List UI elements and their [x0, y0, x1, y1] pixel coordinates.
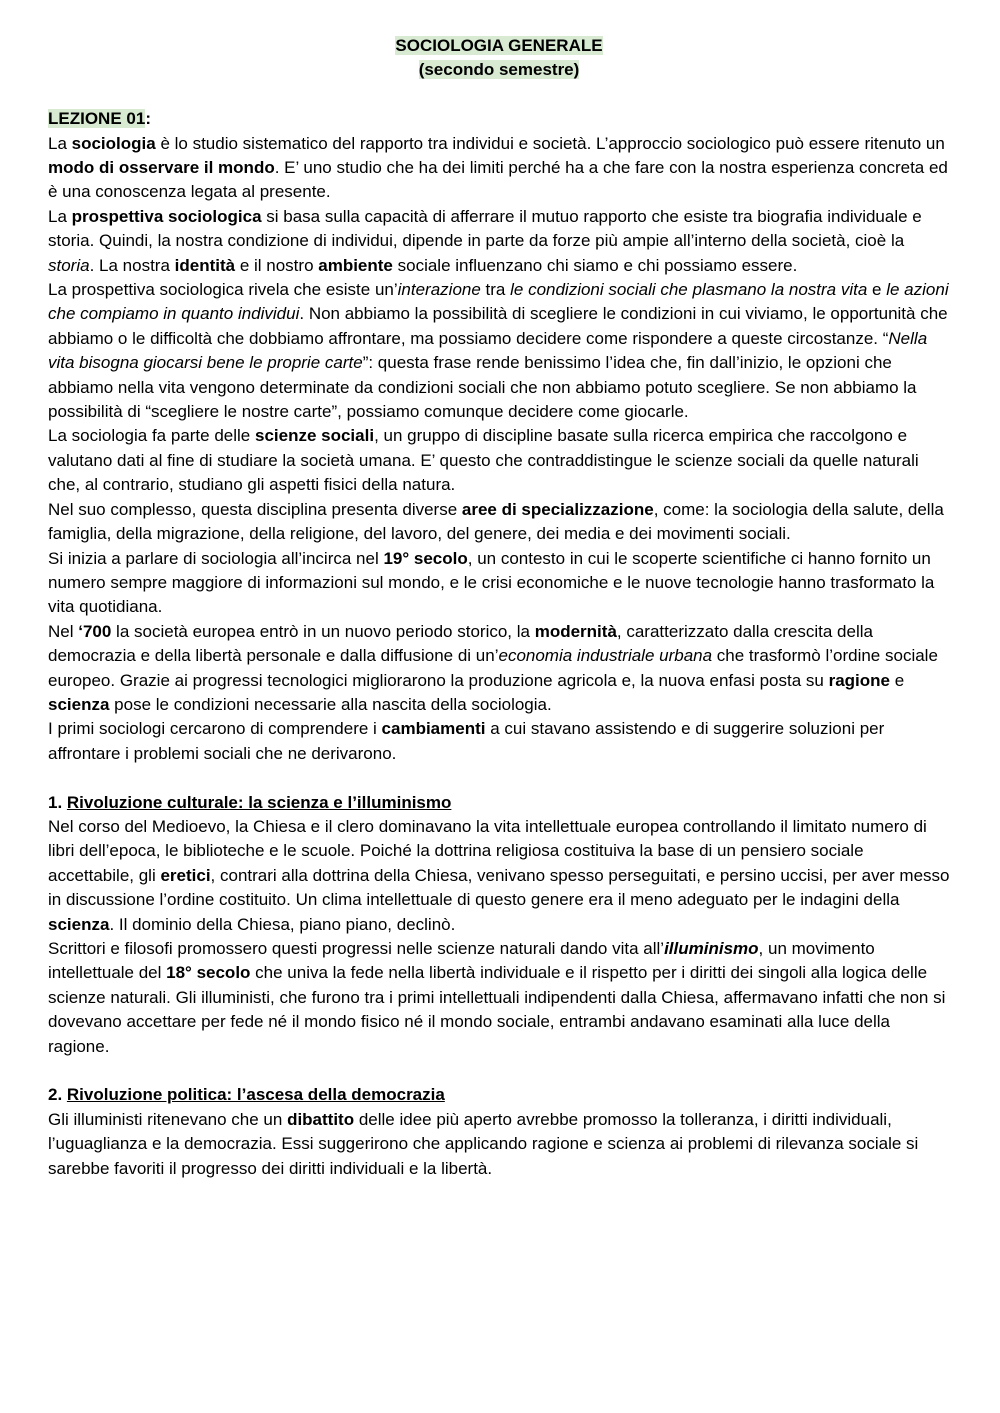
spacer: [48, 83, 950, 107]
bold-term: scienze sociali: [254, 426, 375, 446]
paragraph-illuminismo: [48, 937, 950, 1059]
paragraph-prospettiva: [48, 205, 950, 278]
section-title: Rivoluzione culturale: la scienza e l’illuminismo: [66, 792, 452, 812]
text-run: , contrari alla dottrina della Chiesa, venivano spesso perseguitati, e persino uccisi, per aver messo in discussione l’ordine costituito. Un clima intellettuale di questo genere era il meno adeguato per le indagini della: [48, 865, 950, 910]
document-subtitle: (secondo semestre): [418, 60, 580, 80]
bold-term: aree di specializzazione: [461, 499, 654, 519]
text-run: , caratterizzato dalla crescita della democrazia e della libertà personale e dalla diffusione di un’: [48, 621, 873, 666]
bold-term: cambiamenti: [381, 719, 486, 739]
italic-term: le azioni che compiamo in quanto individui: [48, 280, 949, 324]
text-run: e: [867, 280, 887, 300]
bold-term: 18° secolo: [166, 963, 251, 983]
bold-term: scienza: [48, 914, 110, 934]
text-run: si basa sulla capacità di afferrare il mutuo rapporto che esiste tra biografia individuale e storia. Quindi, la nostra condizione di individui, dipende in parte da forze più ampie all’interno della società, cioè la: [48, 206, 922, 251]
spacer: [48, 1059, 950, 1083]
text-run: La sociologia fa parte delle: [48, 426, 255, 446]
section-1-heading: [48, 791, 950, 815]
italic-term: storia: [48, 255, 90, 275]
text-run: a cui stavano assistendo e di suggerire soluzioni per affrontare i problemi sociali che ne derivarono.: [48, 719, 885, 763]
text-run: La: [48, 206, 72, 226]
bold-term: scienza: [48, 694, 110, 714]
text-run: La prospettiva sociologica rivela che esiste un’: [48, 280, 398, 300]
bold-term: ‘700: [78, 621, 112, 641]
lesson-colon: :: [145, 109, 151, 129]
text-run: . Il dominio della Chiesa, piano piano, declinò.: [109, 914, 456, 934]
bold-term: sociologia: [71, 133, 156, 153]
text-run: La: [48, 133, 72, 153]
text-run: e: [889, 670, 905, 690]
text-run: Nel suo complesso, questa disciplina presenta diverse: [48, 499, 462, 519]
paragraph-secolo: [48, 547, 950, 620]
paragraph-primi-sociologi: [48, 717, 950, 766]
text-run: Nel corso del Medioevo, la Chiesa e il clero dominavano la vita intellettuale europea controllando il limitato numero di libri dell’epoca, le biblioteche e le scuole. Poiché la dottrina religiosa costituiva la base di un pensiero sociale accettabile, gli: [48, 816, 927, 885]
paragraph-sociologia: [48, 132, 950, 205]
bold-term: modernità: [534, 621, 617, 641]
italic-term: economia industriale urbana: [498, 646, 713, 666]
bold-term: dibattito: [287, 1109, 355, 1129]
text-run: , un gruppo di discipline basate sulla ricerca empirica che raccolgono e valutano dati al fine di studiare la società umana. E’ questo che contraddistingue le scienze sociali da quelle naturali che, al contrario, studiano gli aspetti fisici della natura.: [48, 426, 919, 495]
bold-term: eretici: [160, 865, 211, 885]
text-run: Gli illuministi ritenevano che un: [48, 1109, 288, 1129]
text-run: la società europea entrò in un nuovo periodo storico, la: [111, 621, 535, 641]
paragraph-interazione: [48, 278, 950, 424]
lesson-heading: [48, 107, 950, 131]
paragraph-specializzazione: [48, 498, 950, 547]
text-run: , un contesto in cui le scoperte scientifiche ci hanno fornito un numero sempre maggiore di informazioni sul mondo, e le crisi economiche e le nuove tecnologie hanno trasformato la vita quotidiana.: [48, 548, 935, 617]
section-number: 2.: [48, 1085, 67, 1105]
text-run: che univa la fede nella libertà individuale e il rispetto per i diritti dei singoli alla logica delle scienze naturali. Gli illuministi, che furono tra i primi intellettuali indipendenti dalla Chiesa, affermavano infatti che non si dovevano accettare per fede né il mondo fisico né il mondo sociale, entrambi andavano esaminati alla luce della ragione.: [48, 963, 946, 1056]
bold-term: ambiente: [318, 255, 393, 275]
bold-term: identità: [174, 255, 236, 275]
paragraph-medioevo: [48, 815, 950, 937]
text-run: tra: [480, 280, 511, 300]
document-header: [48, 34, 950, 83]
section-2-heading: [48, 1083, 950, 1107]
text-run: che trasformò l’ordine sociale europeo. Grazie ai progressi tecnologici migliorarono la produzione agricola e, la nuova enfasi posta su: [48, 646, 938, 690]
bold-term: ragione: [828, 670, 890, 690]
bold-term: prospettiva sociologica: [71, 206, 262, 226]
bold-term: modo di osservare il mondo: [48, 158, 275, 178]
text-run: . Non abbiamo la possibilità di scegliere le condizioni in cui viviamo, le opportunità che abbiamo o le difficoltà che dobbiamo affrontare, ma possiamo decidere come rispondere a queste circostanze. “: [48, 304, 948, 348]
paragraph-dibattito: [48, 1108, 950, 1181]
text-run: . La nostra: [89, 255, 175, 275]
bold-italic-term: illuminismo: [664, 939, 759, 958]
bold-term: 19° secolo: [383, 548, 468, 568]
text-run: delle idee più aperto avrebbe promosso la tolleranza, i diritti individuali, l’uguaglianza e la democrazia. Essi suggerirono che applicando ragione e scienza ai problemi di rilevanza sociale si sarebbe favoriti il progresso dei diritti individuali e la libertà.: [48, 1109, 919, 1178]
text-run: I primi sociologi cercarono di comprendere i: [48, 719, 382, 739]
text-run: Nel: [48, 621, 79, 641]
italic-term: Nella vita bisogna giocarsi bene le proprie carte: [48, 328, 928, 373]
text-run: sociale influenzano chi siamo e chi possiamo essere.: [392, 255, 798, 275]
italic-term: interazione: [397, 280, 481, 300]
text-run: Si inizia a parlare di sociologia all’incirca nel: [48, 548, 384, 568]
document-title: SOCIOLOGIA GENERALE: [395, 36, 603, 55]
italic-term: le condizioni sociali che plasmano la nostra vita: [510, 280, 868, 300]
text-run: , un movimento intellettuale del: [48, 939, 875, 983]
text-run: , come: la sociologia della salute, della famiglia, della migrazione, della religione, del lavoro, del genere, dei media e dei movimenti sociali.: [48, 499, 944, 544]
text-run: è lo studio sistematico del rapporto tra individui e società. L’approccio sociologico può essere ritenuto un: [155, 133, 945, 153]
text-run: pose le condizioni necessarie alla nascita della sociologia.: [109, 694, 552, 714]
spacer: [48, 766, 950, 790]
section-number: 1.: [48, 792, 67, 812]
text-run: e il nostro: [235, 255, 319, 275]
paragraph-scienze-sociali: [48, 424, 950, 497]
paragraph-modernita: [48, 620, 950, 718]
text-run: Scrittori e filosofi promossero questi progressi nelle scienze naturali dando vita all’: [48, 939, 665, 958]
section-title: Rivoluzione politica: l’ascesa della democrazia: [66, 1085, 445, 1105]
text-run: ”: questa frase rende benissimo l’idea che, fin dall’inizio, le opzioni che abbiamo nella vita vengono determinate da condizioni sociali che non abbiamo potuto scegliere. Se non abbiamo la possibilità di “scegliere le nostre carte”, possiamo comunque decidere come giocarle.: [48, 353, 917, 422]
text-run: . E’ uno studio che ha dei limiti perché ha a che fare con la nostra esperienza concreta ed è una conoscenza legata al presente.: [48, 158, 948, 202]
lesson-label: LEZIONE 01: [48, 109, 146, 129]
